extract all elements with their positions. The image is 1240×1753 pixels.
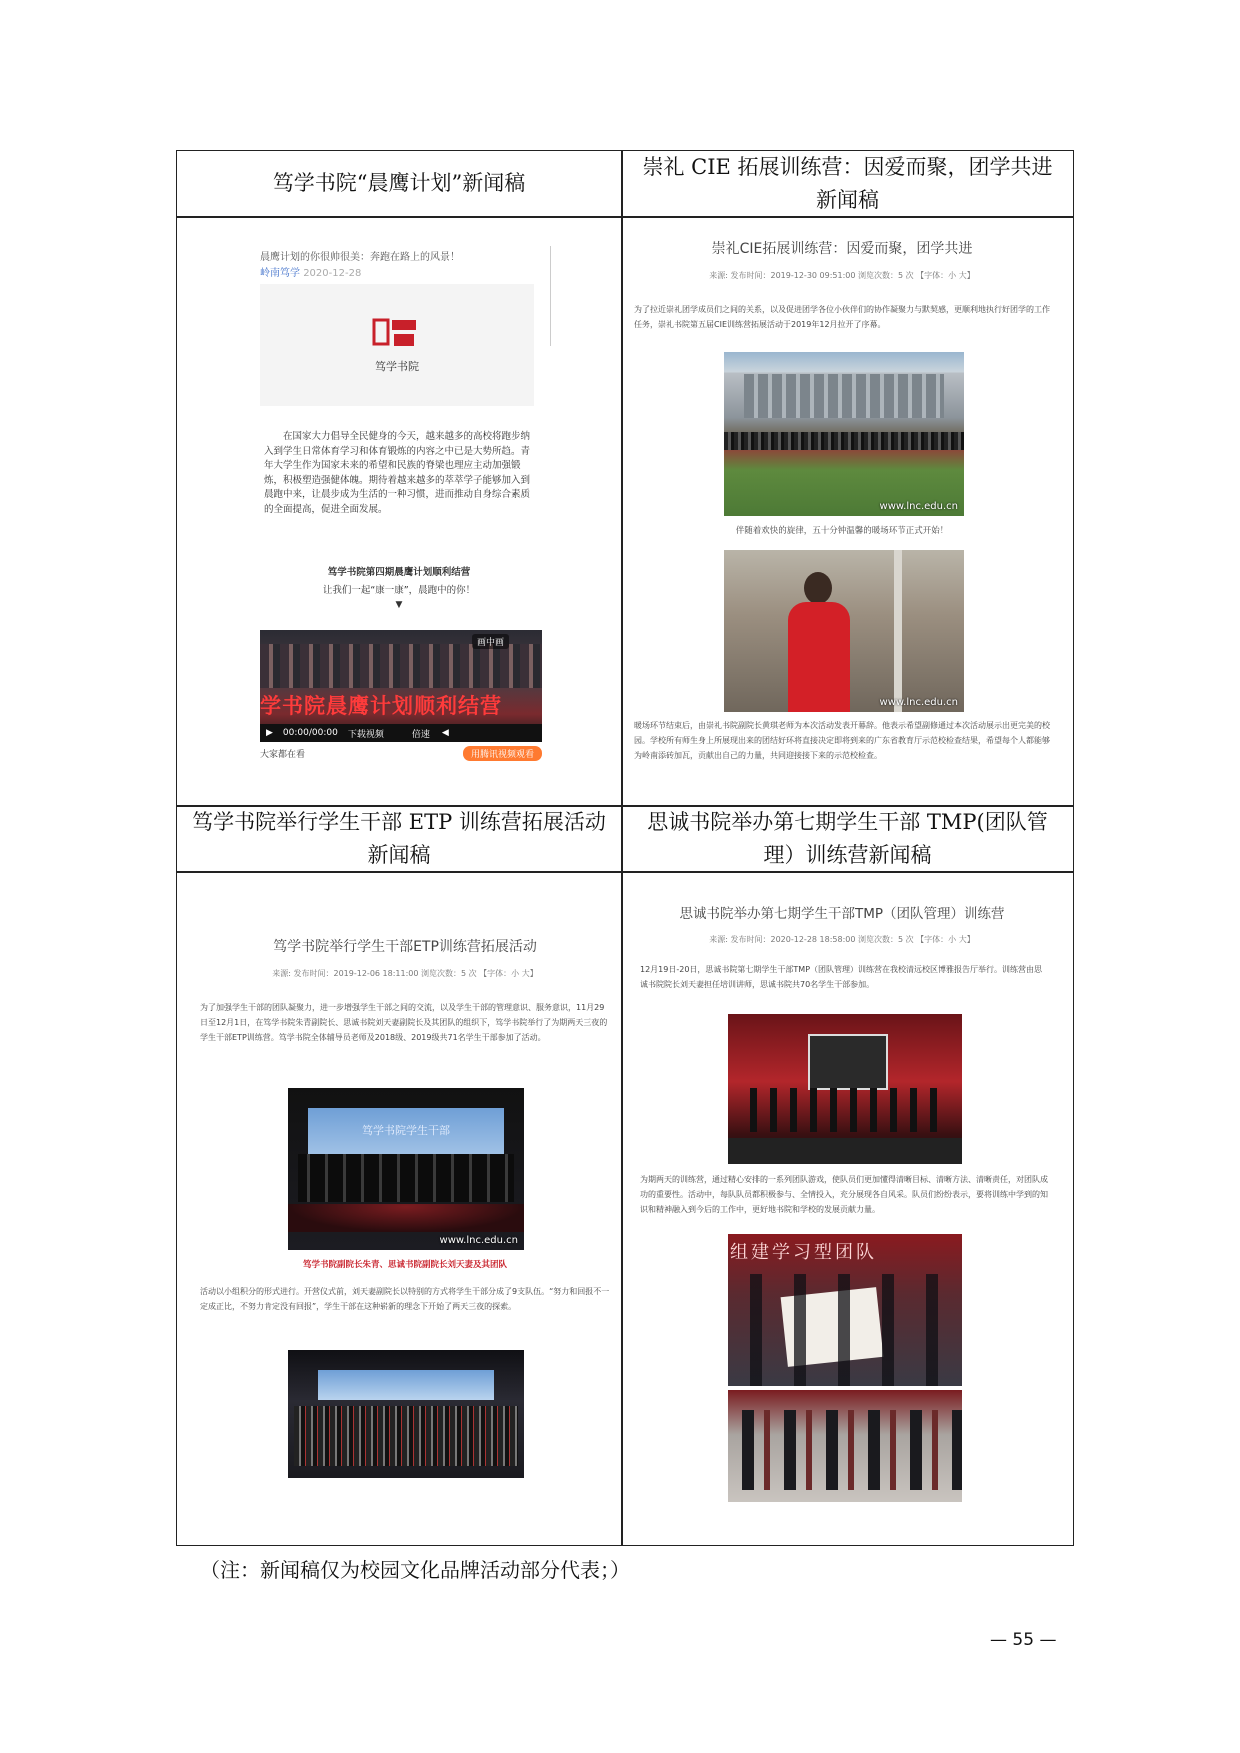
person-jacket-image (788, 602, 850, 712)
campus-walk-photo (724, 352, 964, 516)
speed-button[interactable]: 倍速 (411, 729, 430, 740)
video-player[interactable] (260, 630, 542, 742)
article-body: 在国家大力倡导全民健身的今天，越来越多的高校将跑步纳入到学生日常体育学习和体育锻炼的内容之中已是大势所趋。青年大学生作为国家未来的希望和民族的脊梁也理应主动加强锻炼，积极塑造强健体魄。期待着越来越多的萃萃学子能够加入到晨跑中来，让晨步成为生活的一种习惯，进而推动自身综合素质的全面提高，促进全面发展。 (264, 431, 531, 515)
stage-floor-image (288, 1204, 524, 1232)
article-body: 为了加强学生干部的团队凝聚力，进一步增强学生干部之间的交流，以及学生干部的管理意识、服务意识，11月29日至12月1日，在笃学书院朱青副院长、思诚书院刘天妻副院长及其团队的组织下，笃学书院举行了为期两天三夜的学生干部ETP训练营。笃学书院全体辅导员老师及2018级、2019级共71名学生干部参加了活动。 (200, 1003, 608, 1042)
down-arrow-icon: ▼ (395, 600, 403, 610)
video-controls (260, 724, 542, 742)
header-cell-cie: 崇礼 CIE 拓展训练营：因爱而聚，团学共进新闻稿 (642, 154, 1053, 212)
photo-banner-text: 组建学习型团队 (730, 1242, 877, 1263)
article-meta: 来源: 发布时间：2019-12-06 18:11:00 浏览次数：5 次 【字体：小 大】 (272, 969, 538, 978)
crowd-image (724, 432, 964, 450)
photo-watermark: www.lnc.edu.cn (879, 501, 958, 512)
photo-watermark: www.lnc.edu.cn (439, 1235, 518, 1246)
header-cell-tmp: 思诚书院举办第七期学生干部 TMP(团队管理）训练营新闻稿 (647, 810, 1048, 867)
video-time: 00:00/00:00 (282, 728, 338, 738)
video-banner-text: 学书院晨鹰计划顺利结营 (260, 693, 502, 718)
speaker-photo (724, 550, 964, 712)
crowd-image (742, 1088, 948, 1132)
article-screenshot-tmp (632, 892, 1052, 1526)
divider (550, 246, 551, 346)
article-body: 暖场环节结束后，由崇礼书院副院长黄琪老师为本次活动发表开幕辞。他表示希望副修通过本次活动展示出更完美的校园。学校所有师生身上所展现出来的团结好环将直接决定即将到来的广东省教育厅示范校检查结果，希望每个人都能够为岭南添砖加瓦，贡献出自己的力量，共同迎接接下来的示范校检查。 (634, 721, 1050, 760)
highlight-line: 让我们一起“康一康”，晨跑中的你！ (322, 585, 476, 596)
header-cell-chenying: 笃学书院“晨鹰计划”新闻稿 (272, 171, 526, 195)
stage-screen-text: 笃学书院学生干部 (362, 1124, 450, 1137)
watching-label: 大家都在看 (260, 749, 306, 760)
crowd-image (728, 1274, 962, 1386)
play-icon[interactable]: ▶ (266, 728, 273, 738)
crowd-image (260, 644, 542, 688)
floor-image (728, 1138, 962, 1164)
pillar-image (894, 550, 902, 712)
open-in-app-button[interactable]: 用腾讯视频观看 (463, 746, 542, 761)
pip-badge[interactable]: 画中画 (472, 634, 509, 649)
person-head-image (804, 572, 832, 604)
crowd-image (298, 1154, 514, 1202)
highlight-line: 笃学书院第四期晨鹰计划顺利结营 (327, 567, 471, 578)
lecture-hall-photo (728, 1014, 962, 1164)
article-body: 为期两天的训练营，通过精心安排的一系列团队游戏，使队员们更加懂得清晰目标、清晰方法、清晰责任，对团队成功的重要性。活动中，每队队员都积极参与、全情投入，充分展现各自风采。队员们纷纷表示，要将训练中学到的知识和精神融入到今后的工作中，更好地书院和学校的发展贡献力量。 (640, 1175, 1048, 1214)
article-body: 活动以小组积分的形式进行。开营仪式前，刘天妻副院长以特别的方式将学生干部分成了9支队伍。“努力和回报不一定成正比，不努力肯定没有回报”，学生干部在这种崭新的理念下开始了两天三夜的探索。 (200, 1287, 610, 1311)
article-screenshot-chenying (256, 240, 558, 768)
logo-banner (260, 284, 534, 406)
article-title: 晨鹰计划的你很帅很美：奔跑在路上的风景！ (260, 252, 460, 263)
article-screenshot-cie (626, 228, 1058, 784)
logo-text: 笃学书院 (375, 360, 419, 373)
team-banner-photo (728, 1234, 962, 1386)
video-footer (260, 745, 542, 761)
crowd-image (294, 1406, 518, 1466)
article-title: 笃学书院举行学生干部ETP训练营拓展活动 (273, 939, 537, 955)
group-photo (288, 1350, 524, 1478)
dx-logo-icon (372, 318, 420, 350)
footnote: （注：新闻稿仅为校园文化品牌活动部分代表；） (200, 1558, 630, 1582)
crowd-image (728, 1410, 962, 1490)
stage-photo (288, 1088, 524, 1250)
building-image (744, 374, 944, 418)
article-screenshot-etp (196, 924, 614, 1484)
article-body: 12月19日-20日，思诚书院第七期学生干部TMP（团队管理）训练营在我校清远校区博雅报告厅举行。训练营由思诚书院院长刘天妻担任培训讲师，思诚书院共70名学生干部参加。 (640, 965, 1043, 989)
article-body: 为了拉近崇礼团学成员们之间的关系，以及促进团学各位小伙伴们的协作凝聚力与默契感，更顺利地执行好团学的工作任务，崇礼书院第五届CIE训练营拓展活动于2019年12月拉开了序幕。 (634, 305, 1050, 329)
article-title: 崇礼CIE拓展训练营：因爱而聚，团学共进 (711, 241, 973, 257)
photo-caption: 伴随着欢快的旋律，五十分钟温馨的暖场环节正式开始！ (735, 526, 949, 536)
download-video-button[interactable]: 下载视频 (347, 729, 384, 740)
page-number: — 55 — (990, 1630, 1057, 1650)
stage-screen-image (318, 1370, 494, 1400)
article-title: 思诚书院举办第七期学生干部TMP（团队管理）训练营 (679, 906, 1005, 922)
article-meta: 来源: 发布时间：2020-12-28 18:58:00 浏览次数：5 次 【字体：小 大】 (709, 935, 975, 944)
photo-watermark: www.lnc.edu.cn (879, 697, 958, 708)
article-meta: 来源: 发布时间：2019-12-30 09:51:00 浏览次数：5 次 【字体：小 大】 (709, 271, 975, 280)
volume-icon[interactable]: ◀ (441, 728, 449, 738)
header-cell-etp: 笃学书院举行学生干部 ETP 训练营拓展活动新闻稿 (192, 810, 606, 867)
team-game-photo (728, 1390, 962, 1502)
photo-caption: 笃学书院副院长朱青、思诚书院副院长刘天妻及其团队 (302, 1260, 507, 1270)
article-author: 岭南笃学 2020-12-28 (260, 268, 362, 279)
screen-image (808, 1034, 888, 1090)
